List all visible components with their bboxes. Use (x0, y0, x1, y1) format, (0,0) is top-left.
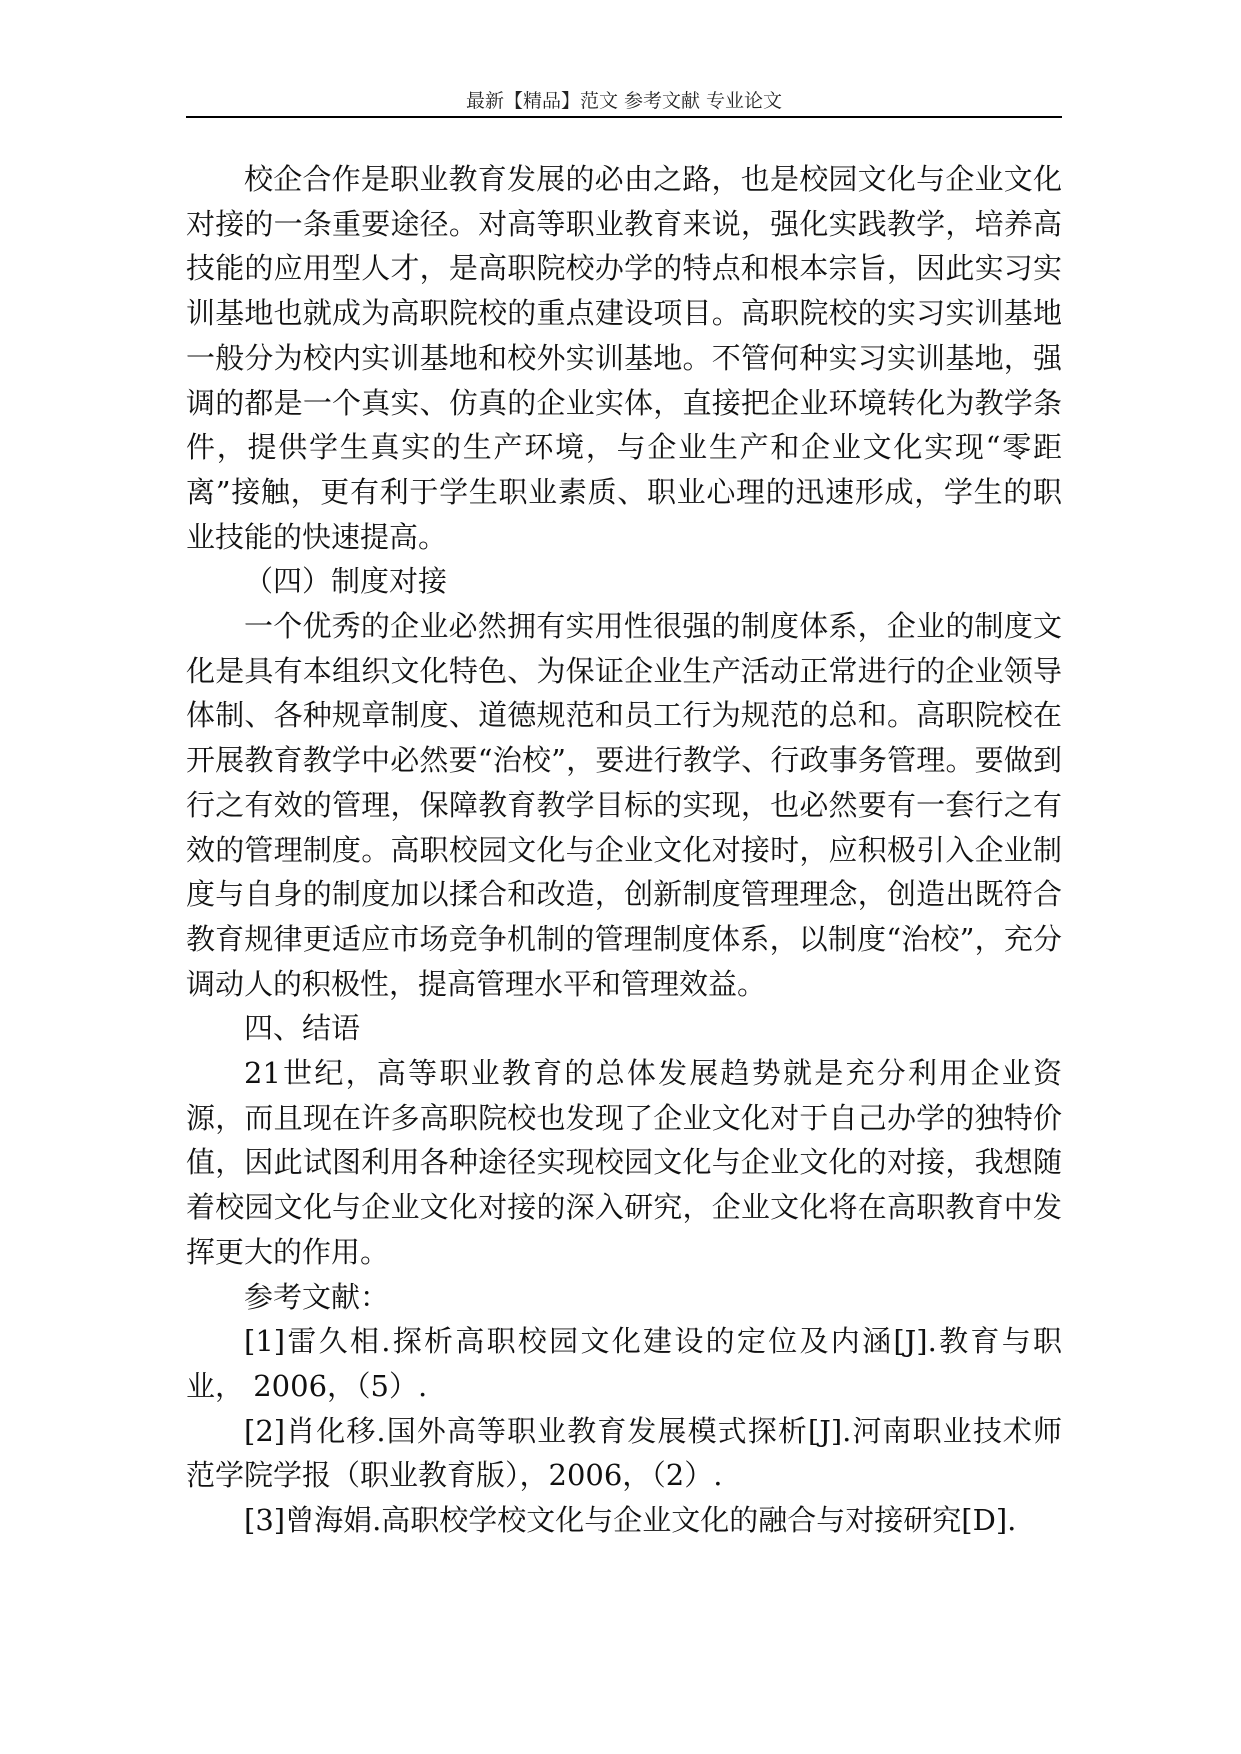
section-heading-conclusion: 四、结语 (244, 1011, 361, 1046)
paragraph-system-culture: 一个优秀的企业必然拥有实用性很强的制度体系，企业的制度文化是具有本组织文化特色、为保证企业生产活动正常进行的企业领导体制、各种规章制度、道德规范和员工行为规范的总和。高职院校在开展教育教学中必然要“治校”，要进行教学、行政事务管理。要做到行之有效的管理，保障教育教学目标的实现，也必然要有一套行之有效的管理制度。高职校园文化与企业文化对接时，应积极引入企业制度与自身的制度加以揉合和改造，创新制度管理理念，创造出既符合教育规律更适应市场竞争机制的管理制度体系，以制度“治校”，充分调动人的积极性，提高管理水平和管理效益。 (186, 609, 1062, 1001)
document-body (186, 157, 1062, 1543)
page-header: 最新【精品】范文 参考文献 专业论文 (465, 90, 783, 112)
paragraph-conclusion: 21世纪，高等职业教育的总体发展趋势就是充分利用企业资源，而且现在许多高职院校也发现了企业文化对于自己办学的独特价值，因此试图利用各种途径实现校园文化与企业文化的对接，我想随着校园文化与企业文化对接的深入研究，企业文化将在高职教育中发挥更大的作用。 (186, 1056, 1062, 1269)
paragraph-school-enterprise-cooperation: 校企合作是职业教育发展的必由之路，也是校园文化与企业文化对接的一条重要途径。对高等职业教育来说，强化实践教学，培养高技能的应用型人才，是高职院校办学的特点和根本宗旨，因此实习实训基地也就成为高职院校的重点建设项目。高职院校的实习实训基地一般分为校内实训基地和校外实训基地。不管何种实习实训基地，强调的都是一个真实、仿真的企业实体，直接把企业环境转化为教学条件，提供学生真实的生产环境，与企业生产和企业文化实现“零距离”接触，更有利于学生职业素质、职业心理的迅速形成，学生的职业技能的快速提高。 (186, 162, 1062, 554)
reference-item: [1]雷久相.探析高职校园文化建设的定位及内涵[J].教育与职业， 2006，（5）. (186, 1324, 1062, 1403)
references-heading: 参考文献： (244, 1279, 390, 1314)
header-divider (186, 116, 1062, 118)
reference-item: [2]肖化移.国外高等职业教育发展模式探析[J].河南职业技术师范学院学报（职业教育版），2006，（2）. (186, 1413, 1062, 1493)
section-heading-system-docking: （四）制度对接 (244, 564, 448, 599)
reference-item: [3]曾海娟.高职校学校文化与企业文化的融合与对接研究[D]. (244, 1503, 1017, 1538)
